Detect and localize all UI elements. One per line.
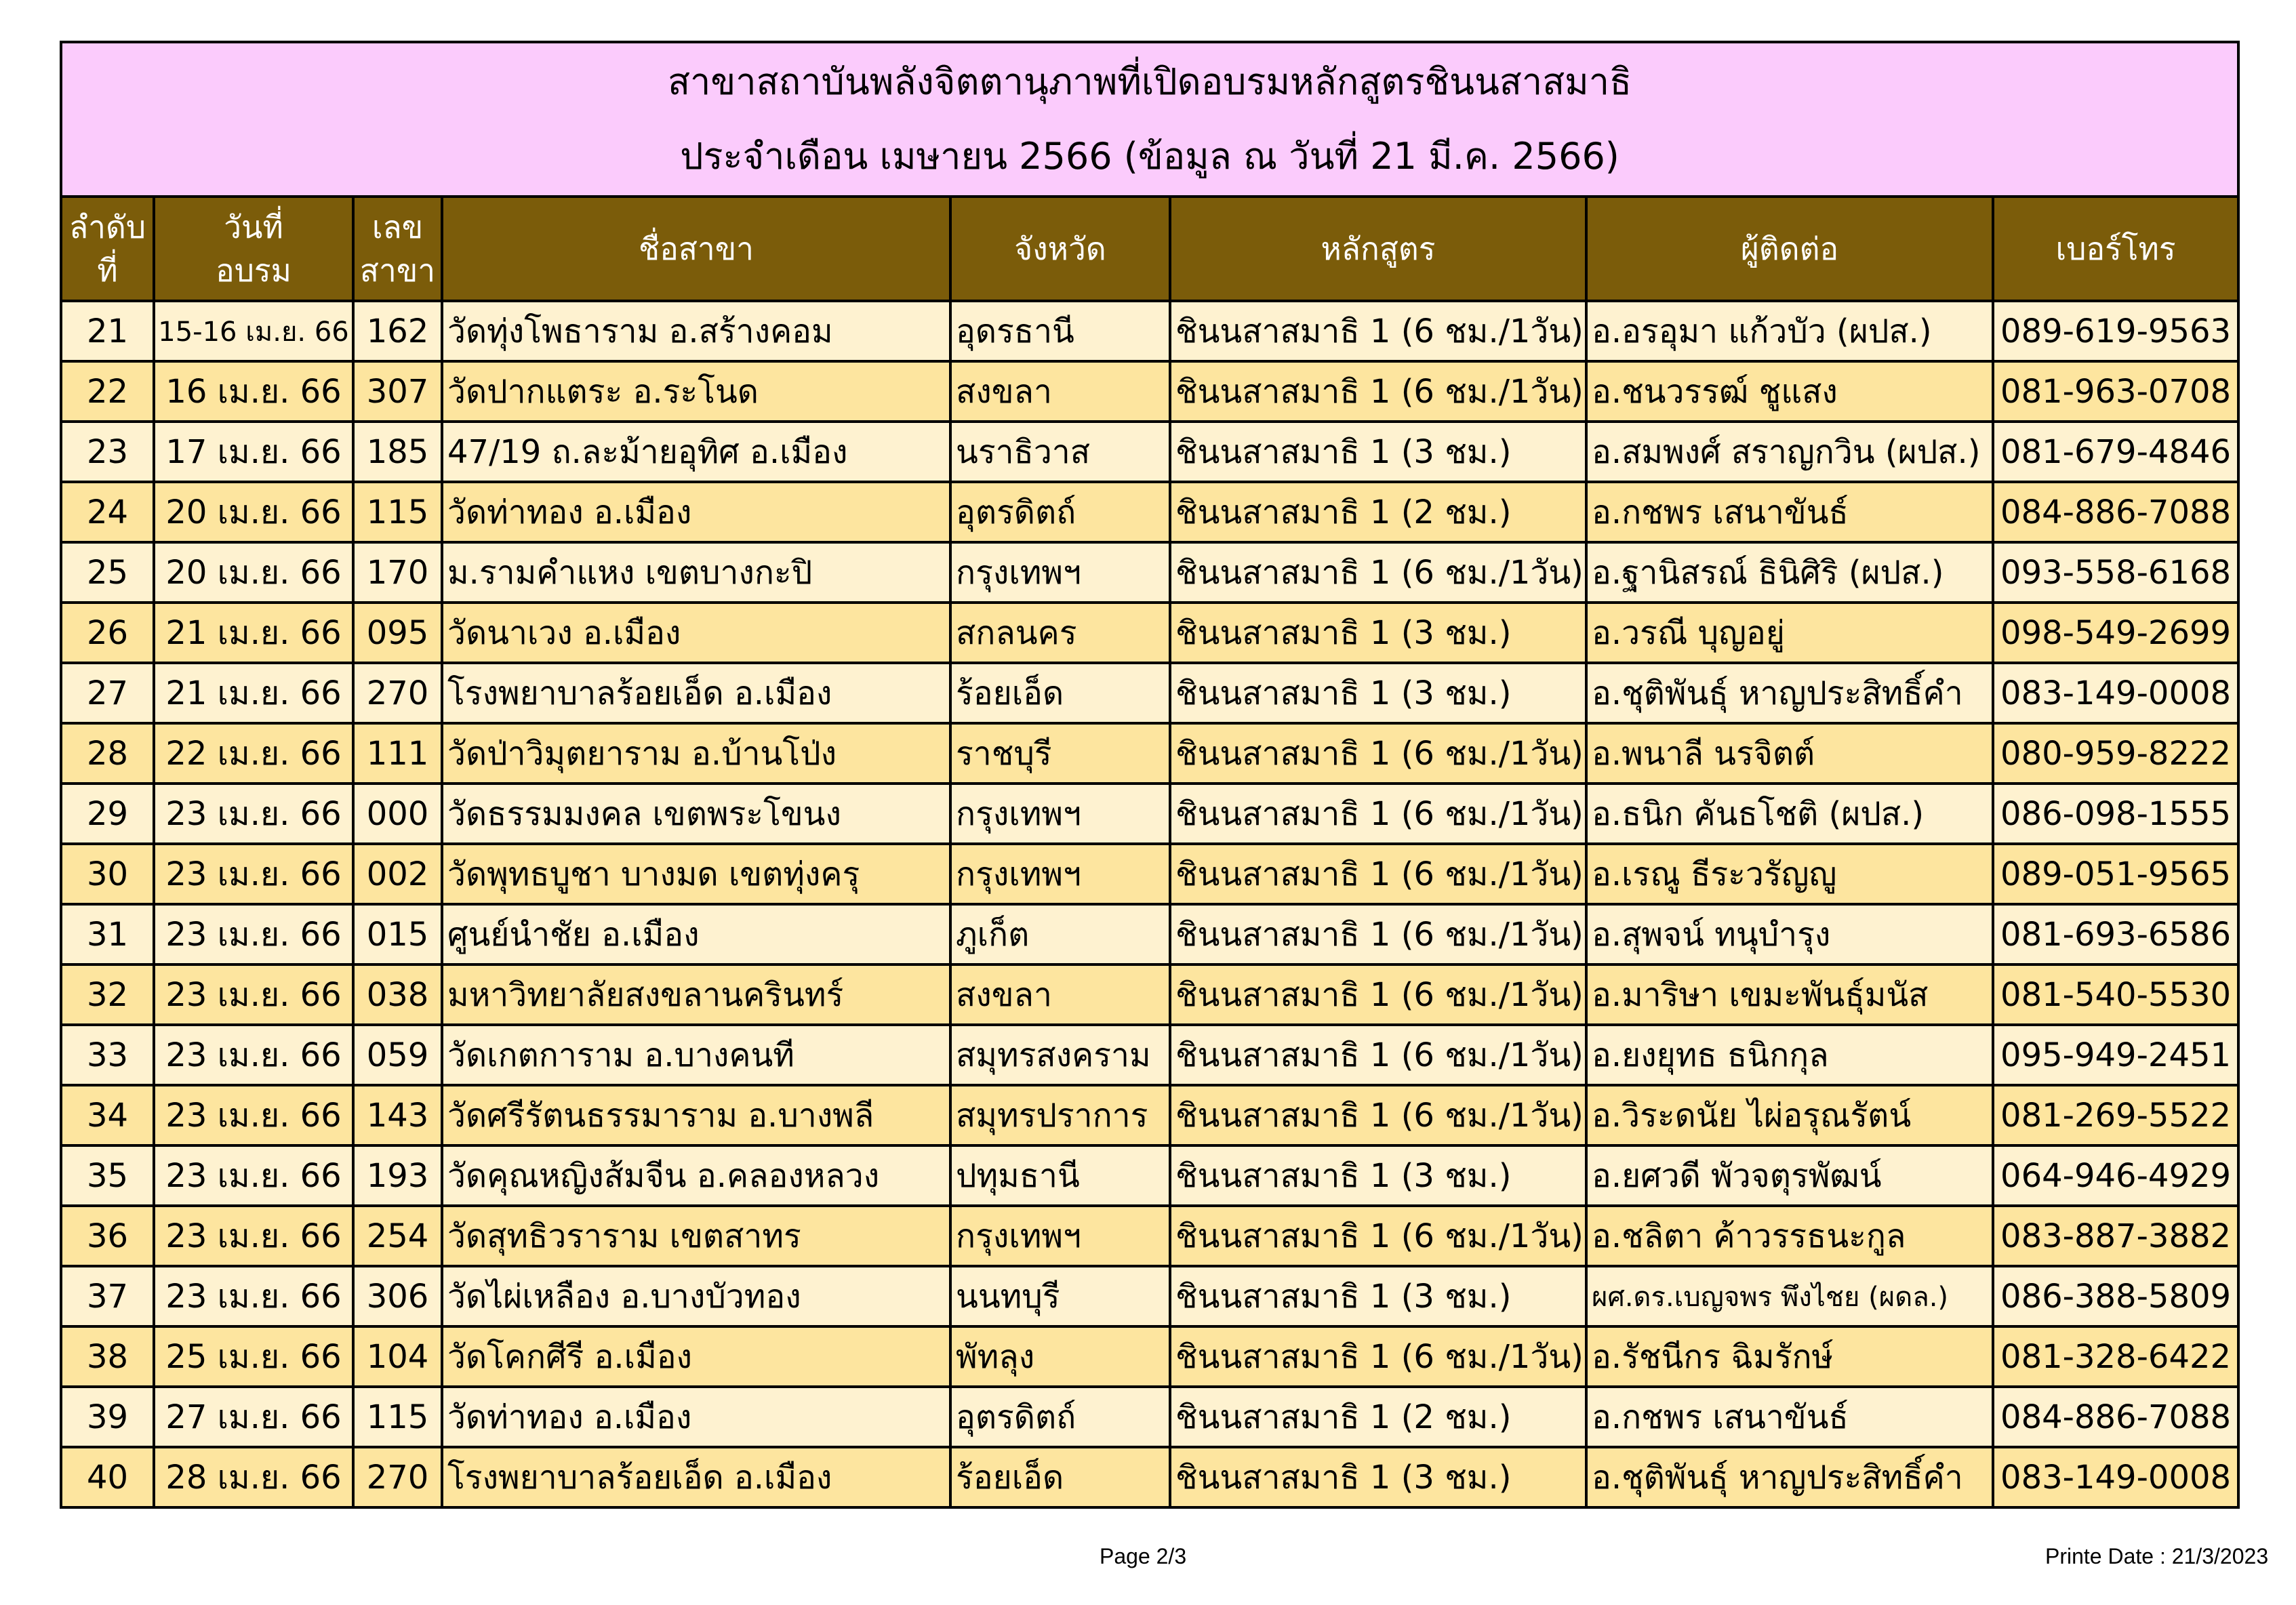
cell-phone: 084-886-7088 (1993, 482, 2238, 542)
table-row (61, 1145, 2238, 1206)
cell-date: 23 เม.ย. 66 (154, 964, 353, 1025)
cell-contact: อ.มาริษา เขมะพันธุ์มนัส (1586, 964, 1993, 1025)
cell-no: 38 (61, 1326, 154, 1387)
cell-contact: อ.วิระดนัย ไผ่อรุณรัตน์ (1586, 1085, 1993, 1145)
cell-phone: 098-549-2699 (1993, 603, 2238, 663)
cell-branch-no: 059 (353, 1025, 442, 1085)
cell-branch: วัดท่าทอง อ.เมือง (442, 482, 950, 542)
cell-phone: 083-149-0008 (1993, 663, 2238, 723)
cell-branch-no: 015 (353, 904, 442, 964)
cell-contact: อ.เรณู ธีระวรัญญู (1586, 844, 1993, 904)
title-line-2: ประจำเดือน เมษายน 2566 (ข้อมูล ณ วันที่ 21 มี.ค. 2566) (680, 135, 1619, 178)
cell-date: 20 เม.ย. 66 (154, 482, 353, 542)
cell-branch: วัดศรีรัตนธรรมาราม อ.บางพลี (442, 1085, 950, 1145)
cell-branch: วัดธรรมมงคล เขตพระโขนง (442, 784, 950, 844)
cell-contact: อ.ยศวดี พัวจตุรพัฒน์ (1586, 1145, 1993, 1206)
cell-branch-no: 185 (353, 422, 442, 482)
cell-branch: ม.รามคำแหง เขตบางกะปิ (442, 542, 950, 603)
cell-province: สมุทรสงคราม (950, 1025, 1170, 1085)
cell-date: 23 เม.ย. 66 (154, 904, 353, 964)
table-row (61, 1206, 2238, 1266)
cell-province: ราชบุรี (950, 723, 1170, 784)
col-header-phone: เบอร์โทร (1993, 197, 2238, 301)
cell-branch: วัดสุทธิวราราม เขตสาทร (442, 1206, 950, 1266)
cell-no: 28 (61, 723, 154, 784)
cell-no: 37 (61, 1266, 154, 1326)
cell-branch: โรงพยาบาลร้อยเอ็ด อ.เมือง (442, 663, 950, 723)
cell-no: 33 (61, 1025, 154, 1085)
cell-course: ชินนสาสมาธิ 1 (6 ชม./1วัน) (1170, 1206, 1586, 1266)
cell-branch: วัดป่าวิมุตยาราม อ.บ้านโป่ง (442, 723, 950, 784)
cell-branch-no: 307 (353, 361, 442, 422)
cell-course: ชินนสาสมาธิ 1 (6 ชม./1วัน) (1170, 1085, 1586, 1145)
cell-branch: วัดปากแตระ อ.ระโนด (442, 361, 950, 422)
cell-no: 21 (61, 301, 154, 361)
cell-contact: อ.กชพร เสนาขันธ์ (1586, 1387, 1993, 1447)
cell-branch: วัดเกตการาม อ.บางคนที (442, 1025, 950, 1085)
cell-province: กรุงเทพฯ (950, 784, 1170, 844)
cell-branch: มหาวิทยาลัยสงขลานครินทร์ (442, 964, 950, 1025)
branch-schedule-table (60, 41, 2240, 1509)
cell-phone: 086-098-1555 (1993, 784, 2238, 844)
cell-date: 21 เม.ย. 66 (154, 603, 353, 663)
cell-contact: อ.สมพงศ์ สราญกวิน (ผปส.) (1586, 422, 1993, 482)
table-row (61, 964, 2238, 1025)
cell-province: กรุงเทพฯ (950, 1206, 1170, 1266)
document-title (61, 42, 2238, 197)
cell-branch: วัดพุทธบูชา บางมด เขตทุ่งครุ (442, 844, 950, 904)
cell-phone: 064-946-4929 (1993, 1145, 2238, 1206)
cell-date: 23 เม.ย. 66 (154, 784, 353, 844)
cell-branch: วัดท่าทอง อ.เมือง (442, 1387, 950, 1447)
cell-branch-no: 270 (353, 1447, 442, 1507)
cell-course: ชินนสาสมาธิ 1 (6 ชม./1วัน) (1170, 542, 1586, 603)
table-row (61, 844, 2238, 904)
table-row (61, 482, 2238, 542)
cell-contact: อ.สุพจน์ ทนุบำรุง (1586, 904, 1993, 964)
cell-course: ชินนสาสมาธิ 1 (2 ชม.) (1170, 482, 1586, 542)
cell-contact: อ.ชุติพันธุ์ หาญประสิทธิ์คำ (1586, 663, 1993, 723)
cell-contact: อ.วรณี บุญอยู่ (1586, 603, 1993, 663)
table-row (61, 1085, 2238, 1145)
cell-branch: วัดโคกศีรี อ.เมือง (442, 1326, 950, 1387)
cell-phone: 081-963-0708 (1993, 361, 2238, 422)
cell-branch: 47/19 ถ.ละม้ายอุทิศ อ.เมือง (442, 422, 950, 482)
cell-branch-no: 000 (353, 784, 442, 844)
cell-phone: 089-051-9565 (1993, 844, 2238, 904)
col-header-course: หลักสูตร (1170, 197, 1586, 301)
cell-province: สงขลา (950, 964, 1170, 1025)
cell-phone: 081-693-6586 (1993, 904, 2238, 964)
cell-no: 24 (61, 482, 154, 542)
cell-course: ชินนสาสมาธิ 1 (6 ชม./1วัน) (1170, 301, 1586, 361)
cell-course: ชินนสาสมาธิ 1 (2 ชม.) (1170, 1387, 1586, 1447)
cell-phone: 081-540-5530 (1993, 964, 2238, 1025)
cell-course: ชินนสาสมาธิ 1 (6 ชม./1วัน) (1170, 904, 1586, 964)
cell-date: 25 เม.ย. 66 (154, 1326, 353, 1387)
cell-phone: 083-149-0008 (1993, 1447, 2238, 1507)
cell-date: 21 เม.ย. 66 (154, 663, 353, 723)
cell-branch: โรงพยาบาลร้อยเอ็ด อ.เมือง (442, 1447, 950, 1507)
cell-province: พัทลุง (950, 1326, 1170, 1387)
cell-course: ชินนสาสมาธิ 1 (6 ชม./1วัน) (1170, 964, 1586, 1025)
cell-course: ชินนสาสมาธิ 1 (6 ชม./1วัน) (1170, 361, 1586, 422)
cell-branch-no: 104 (353, 1326, 442, 1387)
cell-phone: 089-619-9563 (1993, 301, 2238, 361)
title-line-1: สาขาสถาบันพลังจิตตานุภาพที่เปิดอบรมหลักสูตรชินนสาสมาธิ (668, 60, 1632, 103)
cell-course: ชินนสาสมาธิ 1 (3 ชม.) (1170, 603, 1586, 663)
cell-phone: 081-679-4846 (1993, 422, 2238, 482)
cell-contact: อ.รัชนีกร ฉิมรักษ์ (1586, 1326, 1993, 1387)
cell-date: 15-16 เม.ย. 66 (154, 301, 353, 361)
cell-province: นราธิวาส (950, 422, 1170, 482)
cell-branch-no: 162 (353, 301, 442, 361)
cell-branch-no: 111 (353, 723, 442, 784)
cell-course: ชินนสาสมาธิ 1 (6 ชม./1วัน) (1170, 723, 1586, 784)
cell-phone: 084-886-7088 (1993, 1387, 2238, 1447)
cell-date: 23 เม.ย. 66 (154, 1025, 353, 1085)
cell-date: 17 เม.ย. 66 (154, 422, 353, 482)
col-header-branch-no: เลข สาขา (353, 197, 442, 301)
table-row (61, 784, 2238, 844)
table-row (61, 663, 2238, 723)
cell-no: 40 (61, 1447, 154, 1507)
cell-phone: 095-949-2451 (1993, 1025, 2238, 1085)
cell-no: 29 (61, 784, 154, 844)
cell-contact: อ.อรอุมา แก้วบัว (ผปส.) (1586, 301, 1993, 361)
cell-date: 23 เม.ย. 66 (154, 1206, 353, 1266)
cell-date: 22 เม.ย. 66 (154, 723, 353, 784)
table-row (61, 1025, 2238, 1085)
cell-no: 25 (61, 542, 154, 603)
cell-province: ร้อยเอ็ด (950, 1447, 1170, 1507)
col-header-province: จังหวัด (950, 197, 1170, 301)
cell-phone: 093-558-6168 (1993, 542, 2238, 603)
page-number: Page 2/3 (1100, 1544, 1187, 1568)
cell-branch: วัดทุ่งโพธาราม อ.สร้างคอม (442, 301, 950, 361)
cell-branch-no: 254 (353, 1206, 442, 1266)
cell-branch-no: 115 (353, 1387, 442, 1447)
table-row (61, 1266, 2238, 1326)
cell-branch: วัดไผ่เหลือง อ.บางบัวทอง (442, 1266, 950, 1326)
cell-date: 23 เม.ย. 66 (154, 1085, 353, 1145)
table-row (61, 603, 2238, 663)
cell-no: 32 (61, 964, 154, 1025)
cell-course: ชินนสาสมาธิ 1 (3 ชม.) (1170, 1447, 1586, 1507)
cell-course: ชินนสาสมาธิ 1 (3 ชม.) (1170, 663, 1586, 723)
cell-province: สกลนคร (950, 603, 1170, 663)
col-header-no: ลำดับ ที่ (61, 197, 154, 301)
cell-contact: อ.ฐานิสรณ์ ธินิศิริ (ผปส.) (1586, 542, 1993, 603)
cell-branch-no: 306 (353, 1266, 442, 1326)
cell-contact: อ.ธนิก คันธโชติ (ผปส.) (1586, 784, 1993, 844)
cell-branch-no: 270 (353, 663, 442, 723)
cell-contact: ผศ.ดร.เบญจพร พึงไชย (ผดล.) (1586, 1266, 1993, 1326)
cell-contact: อ.ชุติพันธุ์ หาญประสิทธิ์คำ (1586, 1447, 1993, 1507)
cell-contact: อ.ชนวรรฒ์ ชูแสง (1586, 361, 1993, 422)
cell-branch: วัดคุณหญิงส้มจีน อ.คลองหลวง (442, 1145, 950, 1206)
cell-branch-no: 143 (353, 1085, 442, 1145)
cell-branch-no: 115 (353, 482, 442, 542)
table-row (61, 904, 2238, 964)
cell-province: อุตรดิตถ์ (950, 1387, 1170, 1447)
cell-branch-no: 170 (353, 542, 442, 603)
cell-branch-no: 193 (353, 1145, 442, 1206)
cell-course: ชินนสาสมาธิ 1 (3 ชม.) (1170, 1145, 1586, 1206)
cell-province: สงขลา (950, 361, 1170, 422)
cell-contact: อ.ยงยุทธ ธนิกกุล (1586, 1025, 1993, 1085)
table-row (61, 1447, 2238, 1507)
cell-course: ชินนสาสมาธิ 1 (6 ชม./1วัน) (1170, 784, 1586, 844)
cell-province: กรุงเทพฯ (950, 542, 1170, 603)
col-header-date: วันที่ อบรม (154, 197, 353, 301)
cell-province: นนทบุรี (950, 1266, 1170, 1326)
cell-province: กรุงเทพฯ (950, 844, 1170, 904)
cell-phone: 086-388-5809 (1993, 1266, 2238, 1326)
cell-course: ชินนสาสมาธิ 1 (3 ชม.) (1170, 1266, 1586, 1326)
cell-phone: 081-328-6422 (1993, 1326, 2238, 1387)
cell-province: อุดรธานี (950, 301, 1170, 361)
table-row (61, 723, 2238, 784)
cell-contact: อ.พนาลี นรจิตต์ (1586, 723, 1993, 784)
cell-no: 27 (61, 663, 154, 723)
cell-province: อุตรดิตถ์ (950, 482, 1170, 542)
cell-contact: อ.ชลิตา ค้าวรรธนะกูล (1586, 1206, 1993, 1266)
cell-branch-no: 002 (353, 844, 442, 904)
cell-contact: อ.กชพร เสนาขันธ์ (1586, 482, 1993, 542)
cell-no: 35 (61, 1145, 154, 1206)
cell-province: สมุทรปราการ (950, 1085, 1170, 1145)
table-row (61, 361, 2238, 422)
cell-province: ภูเก็ต (950, 904, 1170, 964)
cell-province: ร้อยเอ็ด (950, 663, 1170, 723)
cell-branch-no: 095 (353, 603, 442, 663)
cell-no: 22 (61, 361, 154, 422)
print-date: Printe Date : 21/3/2023 (2045, 1544, 2269, 1568)
cell-no: 23 (61, 422, 154, 482)
table-row (61, 301, 2238, 361)
cell-course: ชินนสาสมาธิ 1 (3 ชม.) (1170, 422, 1586, 482)
cell-province: ปทุมธานี (950, 1145, 1170, 1206)
cell-no: 26 (61, 603, 154, 663)
cell-date: 16 เม.ย. 66 (154, 361, 353, 422)
col-header-contact: ผู้ติดต่อ (1586, 197, 1993, 301)
col-header-branch: ชื่อสาขา (442, 197, 950, 301)
table-row (61, 1326, 2238, 1387)
cell-course: ชินนสาสมาธิ 1 (6 ชม./1วัน) (1170, 1326, 1586, 1387)
cell-phone: 083-887-3882 (1993, 1206, 2238, 1266)
header-row (61, 197, 2238, 301)
cell-branch: ศูนย์นำชัย อ.เมือง (442, 904, 950, 964)
cell-no: 30 (61, 844, 154, 904)
cell-date: 28 เม.ย. 66 (154, 1447, 353, 1507)
cell-phone: 080-959-8222 (1993, 723, 2238, 784)
cell-no: 36 (61, 1206, 154, 1266)
cell-phone: 081-269-5522 (1993, 1085, 2238, 1145)
cell-branch-no: 038 (353, 964, 442, 1025)
cell-date: 20 เม.ย. 66 (154, 542, 353, 603)
cell-date: 23 เม.ย. 66 (154, 844, 353, 904)
cell-date: 23 เม.ย. 66 (154, 1145, 353, 1206)
cell-date: 27 เม.ย. 66 (154, 1387, 353, 1447)
table-row (61, 1387, 2238, 1447)
cell-course: ชินนสาสมาธิ 1 (6 ชม./1วัน) (1170, 844, 1586, 904)
cell-no: 34 (61, 1085, 154, 1145)
cell-no: 31 (61, 904, 154, 964)
table-row (61, 422, 2238, 482)
cell-no: 39 (61, 1387, 154, 1447)
table-row (61, 542, 2238, 603)
cell-course: ชินนสาสมาธิ 1 (6 ชม./1วัน) (1170, 1025, 1586, 1085)
cell-date: 23 เม.ย. 66 (154, 1266, 353, 1326)
cell-branch: วัดนาเวง อ.เมือง (442, 603, 950, 663)
